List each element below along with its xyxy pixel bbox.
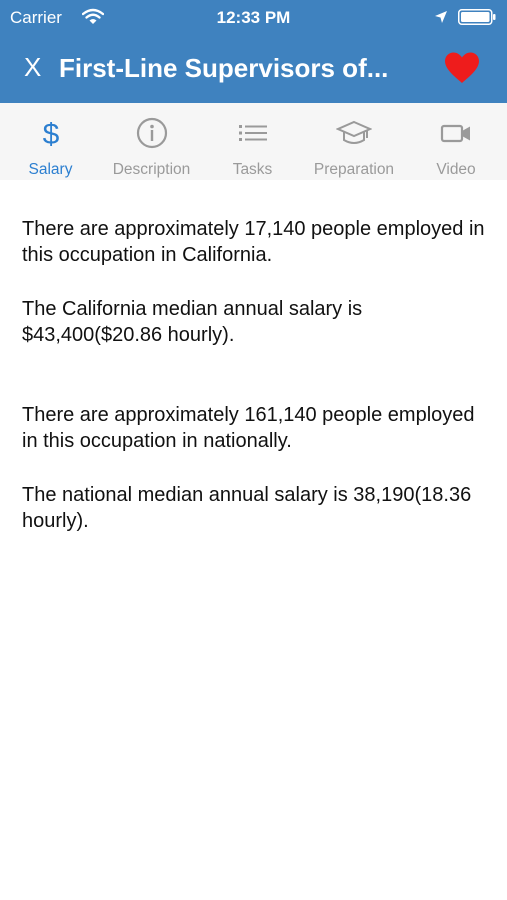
tab-preparation[interactable] (303, 103, 405, 180)
list-icon (202, 117, 303, 149)
graduation-cap-icon (303, 117, 405, 149)
tab-salary[interactable] (0, 103, 101, 180)
dollar-icon (0, 117, 101, 149)
tab-label: Preparation (313, 161, 395, 178)
tab-label: Video (436, 161, 476, 178)
header (0, 0, 507, 103)
tab-bar (0, 103, 507, 180)
tab-label: Tasks (232, 161, 273, 178)
battery-icon (458, 9, 496, 30)
state-employment-text: There are approximately 17,140 people employed in this occupation in California. (22, 218, 485, 266)
national-employment-text: There are approximately 161,140 people employed in this occupation in nationally. (22, 404, 475, 452)
national-salary-text: The national median annual salary is 38,190(18.36 hourly). (22, 484, 472, 532)
tab-tasks[interactable] (202, 103, 303, 180)
status-time: 12:33 PM (216, 8, 291, 27)
svg-text:$: $ (42, 118, 59, 149)
tab-video[interactable] (405, 103, 507, 180)
nav-bar (0, 34, 507, 103)
close-button[interactable]: X (24, 52, 42, 82)
tab-label: Description (112, 161, 191, 178)
favorite-heart-icon[interactable] (444, 52, 480, 89)
status-bar (0, 0, 507, 34)
video-camera-icon (405, 117, 507, 149)
tab-description[interactable] (101, 103, 202, 180)
location-arrow-icon (434, 9, 448, 29)
tab-label: Salary (28, 161, 73, 178)
state-salary-text: The California median annual salary is $43,400($20.86 hourly). (22, 298, 363, 346)
carrier-label: Carrier (10, 8, 62, 27)
info-icon (101, 117, 202, 149)
page-title: First-Line Supervisors of... (59, 53, 389, 83)
